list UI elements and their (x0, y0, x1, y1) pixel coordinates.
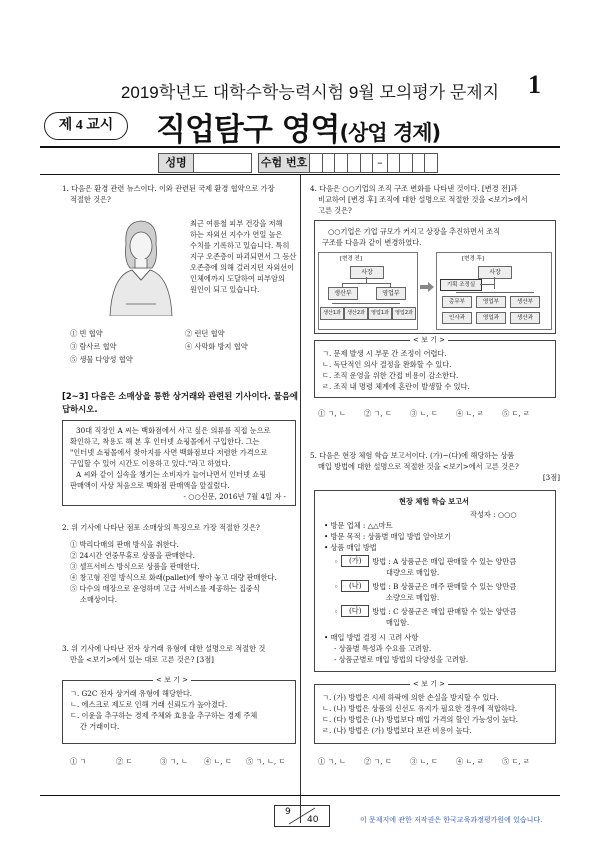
q4-info-line: ○○기업은 기업 규모가 커지고 상장을 추진하면서 조직 (328, 227, 501, 236)
id-cell (348, 154, 361, 172)
article-line: 구입할 수 있어 시간도 이용하고 있다."라고 하였다. (70, 459, 231, 468)
q5-option[interactable]: ④ ㄴ, ㄹ (456, 757, 484, 766)
q5-method-text: 매입함. (386, 618, 410, 627)
q2-option[interactable]: ③ 셀프서비스 방식으로 상품을 판매한다. (70, 562, 200, 571)
org-line (480, 284, 494, 285)
name-box (158, 153, 252, 173)
org-line (494, 277, 495, 289)
header-rule (40, 146, 560, 148)
q4-option[interactable]: ③ ㄴ, ㄷ (410, 409, 438, 418)
id-cell (310, 154, 323, 172)
q5-report-author: 작성자 : ○○○ (470, 510, 517, 519)
q5-option[interactable]: ① ㄱ, ㄴ (318, 757, 346, 766)
q5-decision-line: • 매입 방법 결정 시 고려 사항 (324, 633, 419, 642)
q5-option[interactable]: ② ㄱ, ㄷ (364, 757, 392, 766)
q2-option[interactable]: ① 박리다매의 판매 방식을 취한다. (70, 540, 179, 549)
q1-stem (62, 183, 294, 205)
id-cell (388, 154, 401, 172)
q5-method-a (334, 555, 552, 578)
q5-method-label: (다) (341, 605, 369, 617)
q4-option[interactable]: ⑤ ㄷ, ㄹ (502, 409, 530, 418)
q4-bogi-item: ㄴ. 독단적인 의사 결정을 완화할 수 있다. (322, 360, 452, 369)
q1-news-line: 하는 자외선 지수가 연일 높은 (190, 230, 283, 239)
q5-method-text: 방법 : B 상품군은 매주 판매할 수 있는 양만큼 (372, 581, 517, 591)
q4-bogi-item: ㄷ. 조직 운영을 위한 간접 비용이 감소한다. (322, 371, 459, 380)
org-line (456, 292, 534, 293)
q3-bogi-item: ㄱ. G2C 전자 상거래 유형에 해당한다. (70, 689, 193, 698)
q5-decision-line: - 상품별 특성과 수요를 고려함. (334, 644, 432, 653)
article-line: 30대 직장인 A 씨는 백화점에서 사고 싶은 의류를 직접 눈으로 (76, 426, 271, 435)
column-divider (300, 175, 301, 823)
org-before-team: 생산2과 (344, 307, 368, 320)
q3-stem-line: 만을 <보기>에서 있는 대로 고른 것은? [3점] (70, 655, 214, 664)
q4-option[interactable]: ② ㄱ, ㄷ (364, 409, 392, 418)
org-after-dept: 영업부 (476, 296, 506, 308)
q5-method-text: 방법 : C 상품군은 매입 판매할 수 있는 양만큼 (372, 606, 517, 616)
org-before-team: 영업1과 (368, 307, 392, 320)
q5-decision-line: - 상품군별로 매입 방법의 다양성을 고려함. (334, 655, 469, 664)
q3-option[interactable]: ② ㄷ (116, 757, 133, 766)
q1-stem-line: 1. 다음은 환경 관련 뉴스이다. 이와 관련된 국제 환경 협약으로 가장 (62, 184, 275, 193)
section-heading-line: 답하시오. (62, 404, 98, 414)
q5-bogi-items (322, 692, 552, 736)
q1-news-line: 오존층에 의해 걸러지던 자외선이 (190, 263, 295, 272)
id-dash: – (373, 154, 388, 172)
q4-stem-line: 4. 다음은 ○○기업의 조직 구조 변화를 나타낸 것이다. [변경 전]과 (310, 184, 518, 193)
q3-bogi-item: 간 거래이다. (80, 722, 120, 731)
q5-report-line: • 상품 매입 방법 (324, 543, 377, 552)
q4-option[interactable]: ④ ㄴ, ㄹ (456, 409, 484, 418)
q3-option[interactable]: ③ ㄱ, ㄴ (160, 757, 188, 766)
q5-bogi-item: ㄴ. (나) 방법은 상품의 신선도 유지가 필요한 경우에 적합하다. (322, 704, 518, 713)
q5-option[interactable]: ③ ㄴ, ㄷ (410, 757, 438, 766)
org-after-dept: 총무부 (442, 296, 472, 308)
q5-method-text: 소량으로 매입함. (386, 593, 440, 602)
news-anchor-illustration (96, 216, 186, 316)
q4-info-text (322, 226, 550, 248)
q5-bogi-item: ㄹ. (나) 방법은 (가) 방법보다 보관 비용이 높다. (322, 726, 472, 735)
q2-option[interactable]: ④ 창고형 진열 방식으로 화래(pallet)에 쌓아 놓고 대량 판매한다. (70, 573, 277, 582)
footer-rule (40, 795, 560, 796)
q5-report-line: • 방문 업체 : △△마트 (324, 521, 393, 530)
q5-stem-score: [3점] (542, 473, 560, 482)
q5-option[interactable]: ⑤ ㄷ, ㄹ (502, 757, 530, 766)
page-number: 1 (528, 70, 541, 99)
q4-bogi-items (322, 348, 550, 392)
article-text (70, 425, 292, 502)
footer-page-current: 9 (285, 807, 291, 817)
q3-option[interactable]: ① ㄱ (70, 757, 87, 766)
q2-option-cont: 소매상이다. (80, 595, 118, 604)
q2-stem: 2. 위 기사에 나타난 점포 소매상의 특징으로 가장 적절한 것은? (62, 523, 260, 532)
q5-report-title: 현장 체험 학습 보고서 (399, 497, 469, 506)
org-after-team: 영업과 (476, 312, 506, 324)
q5-method-text: 대량으로 매입함. (386, 568, 440, 577)
bullet-icon: ◦ (334, 581, 339, 591)
org-before-ceo: 사장 (350, 266, 384, 279)
id-cell (335, 154, 348, 172)
org-before-dept: 생산부 (328, 287, 358, 300)
q5-bogi-item: ㄱ. (가) 방법은 시세 하락에 의한 손실을 방지할 수 있다. (322, 693, 499, 702)
subject-subtitle: (상업 경제) (339, 121, 441, 145)
id-cell (323, 154, 336, 172)
q3-option[interactable]: ④ ㄴ, ㄷ (204, 757, 232, 766)
q5-stem (310, 450, 560, 483)
q2-options (70, 539, 298, 605)
q1-option[interactable]: ② 런던 협약 (185, 329, 225, 338)
q1-news-text (190, 218, 298, 295)
q5-method-text: 방법 : A 상품군은 매입 판매할 수 있는 양만큼 (372, 556, 517, 566)
q3-bogi-item: ㄴ. 에스크로 제도로 인해 거래 신뢰도가 높아졌다. (70, 700, 228, 709)
q3-stem-line: 3. 위 기사에 나타난 전자 상거래 유형에 대한 설명으로 적절한 것 (62, 644, 266, 653)
arrow-right-icon (420, 282, 434, 292)
q4-bogi-item: ㄹ. 조직 내 명령 체계에 혼란이 발생할 수 있다. (322, 382, 470, 391)
q4-info-line: 구조를 다음과 같이 변경하였다. (322, 238, 422, 247)
q1-option[interactable]: ④ 사막화 방지 협약 (185, 342, 248, 351)
q4-option[interactable]: ① ㄱ, ㄴ (318, 409, 346, 418)
subject-title (156, 104, 440, 149)
id-cell (425, 154, 437, 172)
id-box (258, 153, 438, 173)
q5-stem-line: 5. 다음은 현장 체험 학습 보고서이다. (가)~(다)에 해당하는 상품 (310, 451, 515, 460)
q5-report-lines (324, 520, 552, 553)
id-cell (400, 154, 413, 172)
q3-bogi-label: < 보 기 > (153, 675, 191, 685)
q5-bogi-item: ㄷ. (다) 방법은 (나) 방법보다 매입 가격의 할인 가능성이 높다. (322, 715, 519, 724)
org-before-dept: 영업부 (376, 287, 406, 300)
q5-report-line: • 방문 목적 : 상품별 매입 방법 알아보기 (324, 532, 451, 541)
q4-bogi-item: ㄱ. 문제 발생 시 부문 간 조정이 어렵다. (322, 349, 447, 358)
copyright-notice: 이 문제지에 관한 저작권은 한국교육과정평가원에 있습니다. (360, 816, 543, 824)
q3-bogi-items (70, 688, 292, 732)
org-before-label: [변경 전] (340, 256, 362, 262)
org-before-team: 생산1과 (320, 307, 344, 320)
q1-news-line: 최근 여름철 피부 건강을 저해 (190, 219, 283, 228)
q5-method-c (334, 605, 552, 628)
org-after-staff: 기획 조정실 (440, 279, 482, 291)
q4-stem-line: 비교하여 [변경 후] 조직에 대한 설명으로 적절한 것을 <보기>에서 (318, 195, 528, 204)
q1-option[interactable]: ⑤ 생물 다양성 협약 (70, 355, 133, 364)
article-line: "인터넷 쇼핑몰에서 찾아지를 사면 백화점보다 저렴한 가격으로 (70, 448, 268, 457)
q5-bogi-label: < 보 기 > (410, 679, 448, 689)
q4-stem (310, 183, 560, 216)
q5-method-label: (가) (341, 555, 369, 567)
q3-bogi-item: ㄷ. 이윤을 추구하는 경제 주체와 효용을 추구하는 경제 주체 (70, 711, 258, 720)
section-2-3-heading (62, 390, 298, 416)
q3-option[interactable]: ⑤ ㄱ, ㄴ, ㄷ (246, 757, 286, 766)
section-heading-line: [2~3] 다음은 소매상을 통한 상거래와 관련된 기사이다. 물음에 (62, 391, 298, 401)
article-source: - ○○신문, 2016년 7월 4일 자 - (183, 492, 286, 501)
q2-option[interactable]: ⑤ 다수의 매장으로 운영하며 고급 서비스를 제공하는 집중식 (70, 584, 260, 593)
q1-news-line: 수치를 기록하고 있습니다. 특히 (190, 241, 290, 250)
exam-title: 2019학년도 대학수학능력시험 9월 모의평가 문제지 (120, 83, 500, 102)
bullet-icon: ◦ (334, 606, 339, 616)
bullet-icon: ◦ (334, 556, 339, 566)
subject-name: 직업탐구 영역 (156, 112, 340, 148)
q5-method-label: (나) (341, 580, 369, 592)
article-line: 확인하고, 착용도 해 본 후 인터넷 쇼핑몰에서 구입한다. 그는 (70, 437, 260, 446)
page-slash-icon (275, 806, 329, 826)
org-after-team: 생산과 (510, 312, 540, 324)
q5-stem-line: 매입 방법에 대한 설명으로 적절한 것을 <보기>에서 고른 것은? (318, 462, 519, 471)
q3-stem (62, 643, 298, 665)
q1-news-line: 인체에까지 도달하여 피부암의 (190, 274, 285, 283)
org-after-dept: 생산부 (510, 296, 540, 308)
name-field (194, 154, 251, 172)
id-label: 수험 번호 (259, 154, 310, 172)
org-line (342, 283, 390, 284)
q1-news-line: 지구 오존층이 파괴되면서 그 등산 (190, 252, 297, 261)
org-line (332, 303, 400, 304)
article-line: A 씨와 같이 실속을 챙기는 소비자가 늘어나면서 인터넷 쇼핑 (76, 470, 267, 479)
q5-decision (324, 632, 552, 665)
q2-option[interactable]: ② 24시간 연중무휴로 상품을 판매한다. (70, 551, 195, 560)
org-before-team: 영업2과 (392, 307, 416, 320)
q4-stem-line: 고른 것은? (318, 206, 352, 215)
article-line: 판매액이 사상 처음으로 백화점 판매액을 앞질렀다. (70, 481, 230, 490)
id-cell (413, 154, 426, 172)
q1-option[interactable]: ③ 람사르 협약 (70, 342, 117, 351)
footer-page-box (274, 805, 330, 827)
session-badge: 제 4 교시 (44, 112, 128, 140)
id-cell (361, 154, 374, 172)
q1-news-line: 원인이 되고 있습니다. (190, 285, 260, 294)
q4-bogi-label: < 보 기 > (410, 335, 448, 345)
org-after-label: [변경 후] (462, 256, 484, 262)
org-after-team: 인사과 (442, 312, 472, 324)
q1-stem-line: 적절한 것은? (70, 195, 111, 204)
footer-page-total: 40 (307, 815, 319, 825)
name-label: 성명 (159, 154, 194, 172)
q1-option[interactable]: ① 빈 협약 (70, 329, 103, 338)
org-after-ceo: 사장 (478, 266, 512, 279)
q5-method-b (334, 580, 552, 603)
